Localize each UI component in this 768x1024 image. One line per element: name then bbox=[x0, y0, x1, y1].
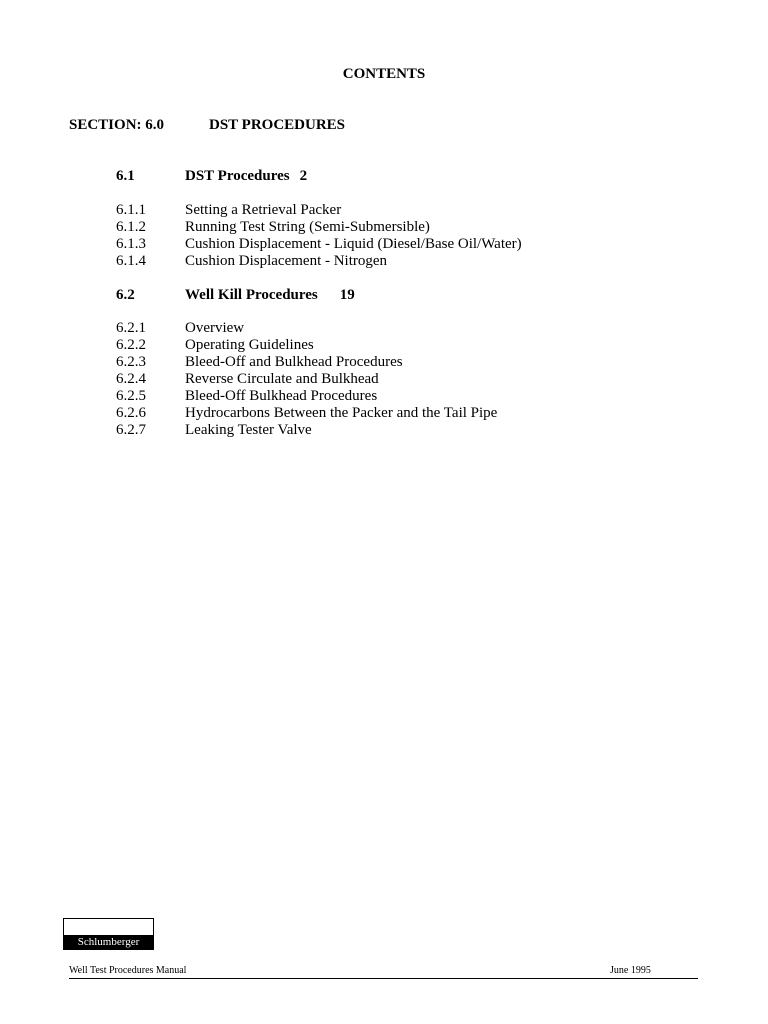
toc-item-title: Cushion Displacement - Nitrogen bbox=[185, 253, 388, 269]
toc-group-number: 6.1 bbox=[116, 168, 135, 184]
toc-item-number: 6.1.3 bbox=[116, 236, 146, 252]
toc-item-number: 6.2.6 bbox=[116, 405, 146, 421]
toc-item-number: 6.2.2 bbox=[116, 337, 146, 353]
toc-item-number: 6.2.1 bbox=[116, 320, 146, 336]
toc-item-number: 6.2.3 bbox=[116, 354, 146, 370]
footer-rule bbox=[69, 978, 698, 979]
toc-group-number: 6.2 bbox=[116, 287, 135, 303]
toc-item-title: Overview bbox=[185, 320, 245, 336]
section-label: SECTION: 6.0 bbox=[69, 117, 165, 133]
toc-item-title: Reverse Circulate and Bulkhead bbox=[185, 371, 379, 387]
toc-group-page: 2 bbox=[299, 168, 308, 184]
footer-date: June 1995 bbox=[610, 965, 651, 976]
section-title: DST PROCEDURES bbox=[209, 117, 346, 133]
toc-item-number: 6.2.7 bbox=[116, 422, 146, 438]
toc-group-title: Well Kill Procedures bbox=[185, 287, 318, 303]
toc-item-title: Bleed-Off and Bulkhead Procedures bbox=[185, 354, 403, 370]
toc-group-page: 19 bbox=[339, 287, 355, 303]
toc-item-number: 6.1.1 bbox=[116, 202, 146, 218]
toc-item-number: 6.2.5 bbox=[116, 388, 146, 404]
toc-item-title: Bleed-Off Bulkhead Procedures bbox=[185, 388, 378, 404]
footer-manual-title: Well Test Procedures Manual bbox=[69, 965, 187, 976]
contents-heading: CONTENTS bbox=[342, 66, 426, 82]
toc-item-number: 6.1.2 bbox=[116, 219, 146, 235]
logo-text: Schlumberger bbox=[64, 935, 153, 949]
toc-item-title: Leaking Tester Valve bbox=[185, 422, 312, 438]
schlumberger-logo bbox=[63, 918, 154, 950]
toc-item-number: 6.2.4 bbox=[116, 371, 146, 387]
toc-item-title: Cushion Displacement - Liquid (Diesel/Base Oil/Water) bbox=[185, 236, 522, 252]
toc-group-title: DST Procedures bbox=[185, 168, 290, 184]
toc-item-number: 6.1.4 bbox=[116, 253, 146, 269]
toc-item-title: Operating Guidelines bbox=[185, 337, 314, 353]
toc-item-title: Running Test String (Semi-Submersible) bbox=[185, 219, 430, 235]
toc-item-title: Hydrocarbons Between the Packer and the Tail Pipe bbox=[185, 405, 498, 421]
toc-item-title: Setting a Retrieval Packer bbox=[185, 202, 342, 218]
